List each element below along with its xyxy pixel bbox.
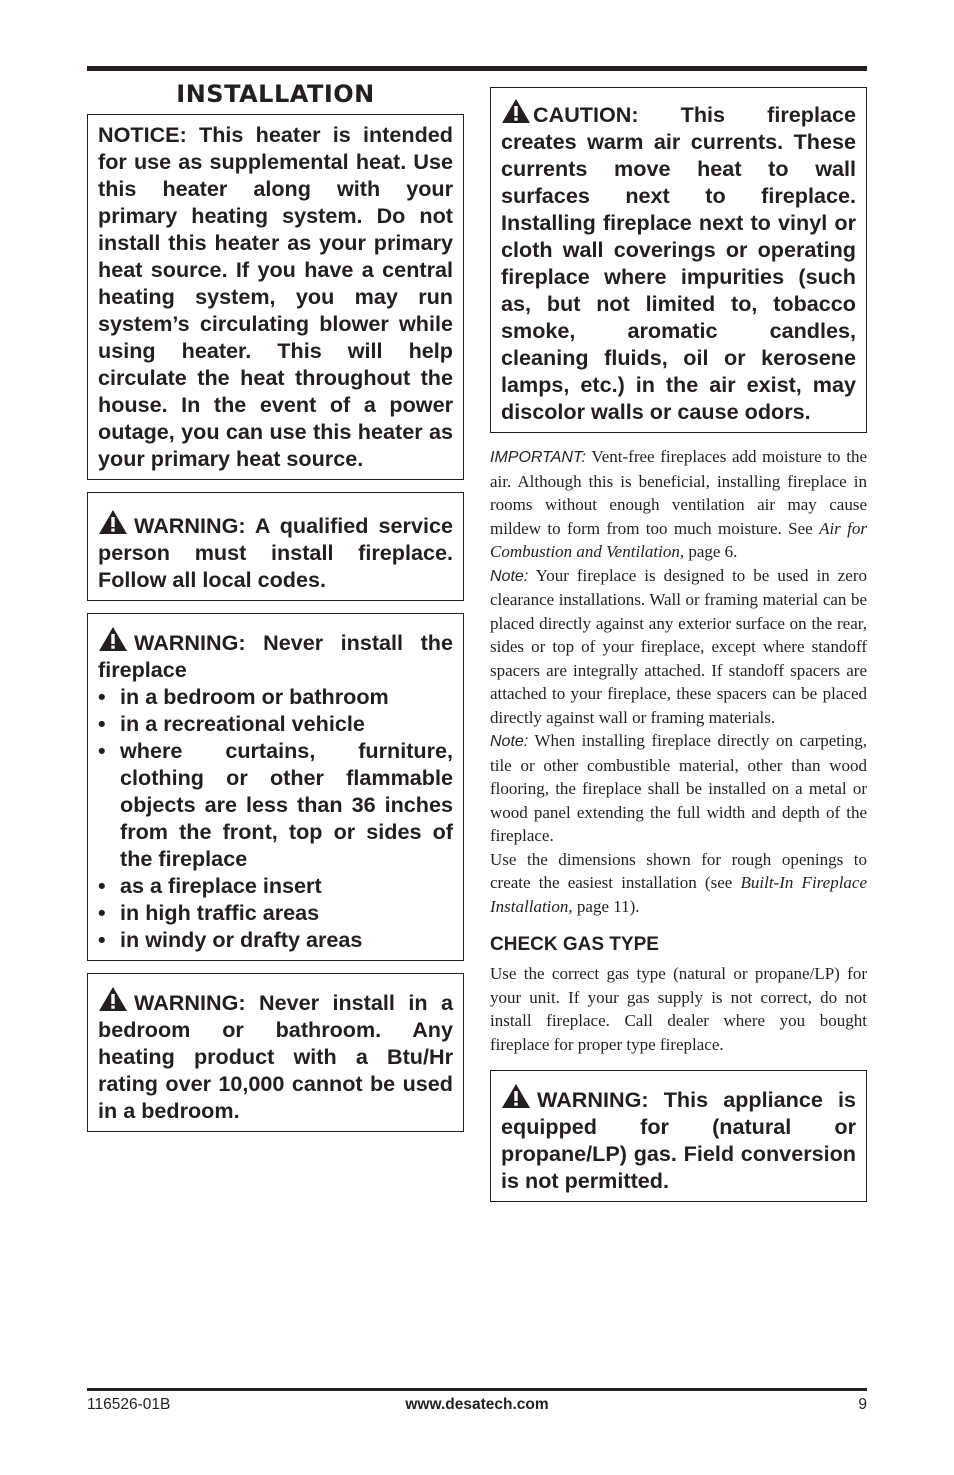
- important-paragraph: IMPORTANT: Vent-free fireplaces add moisture to the air. Although this is beneficial, installing fireplace in rooms without enough ventilation air may cause mildew to form from too much moisture. See Air for Combustion and Ventilation, page 6.: [490, 447, 867, 561]
- footer-website: www.desatech.com: [405, 1396, 549, 1413]
- warning-triangle-icon: [501, 98, 531, 124]
- check-gas-heading: CHECK GAS TYPE: [490, 934, 659, 955]
- note-carpeting: Note: When installing fireplace directly on carpeting, tile or other combustible material, other than wood flooring, the fireplace shall be installed on a metal or wood panel extending the full width and depth of the fireplace.: [490, 731, 867, 845]
- section-title: INSTALLATION: [176, 80, 375, 108]
- left-column: [87, 78, 464, 1144]
- notice-box: [87, 114, 464, 480]
- check-gas-paragraph: Use the correct gas type (natural or propane/LP) for your unit. If your gas supply is not correct, do not install fireplace. Call dealer where you bought fireplace for proper type fireplace.: [490, 964, 867, 1054]
- list-item: • in a bedroom or bathroom: [98, 684, 389, 709]
- note-zero-clearance: Note: Your fireplace is designed to be used in zero clearance installations. Wall or framing material can be placed directly against any exterior surface on the rear, sides or top of your fireplace, except where standoff spacers are integrally attached. If standoff spacers are attached to your fireplace, these spacers can be placed directly against wall or framing materials.: [490, 565, 867, 727]
- notice-text: NOTICE: This heater is intended for use as supplemental heat. Use this heater along with your primary heating system. Do not install this heater as your primary heat source. If you have a central heating system, you may run system’s circulating blower while using heater. This will help circulate the heat throughout the house. In the event of a power outage, you can use this heater as your primary heat source.: [98, 122, 453, 471]
- footer-part-number: 116526-01B: [87, 1396, 171, 1413]
- top-rule: [87, 66, 867, 71]
- warning-triangle-icon: [98, 509, 128, 535]
- caution-box: [490, 87, 867, 433]
- caution-text: CAUTION: This fireplace creates warm air currents. These currents move heat to wall surfaces next to fireplace. Installing fireplace next to vinyl or cloth wall coverings or operating fireplace where impurities (such as, but not limited to, tobacco smoke, aromatic candles, cleaning fluids, oil or kerosene lamps, etc.) in the air exist, may discolor walls or cause odors.: [501, 102, 856, 424]
- warning-triangle-icon: [98, 626, 128, 652]
- list-item: • where curtains, furniture, clothing or other flammable objects are less than 36 inches from the front, top or sides of the fireplace: [98, 738, 453, 871]
- right-column: [490, 87, 867, 1214]
- list-item: • in a recreational vehicle: [98, 711, 365, 736]
- list-item: • as a fireplace insert: [98, 873, 322, 898]
- warning-triangle-icon: [501, 1083, 531, 1109]
- bottom-rule: [87, 1388, 867, 1391]
- warning-triangle-icon: [98, 986, 128, 1012]
- warning-never-install-intro: WARNING: Never install the fireplace: [98, 630, 453, 682]
- warning-bedroom-box: [87, 973, 464, 1132]
- list-item: • in high traffic areas: [98, 900, 320, 925]
- warning-gas-box: [490, 1070, 867, 1202]
- warning-never-install-box: [87, 613, 464, 961]
- warning-bedroom-text: WARNING: Never install in a bedroom or bathroom. Any heating product with a Btu/Hr rating over 10,000 cannot be used in a bedroom.: [98, 990, 453, 1123]
- warning-qualified-box: [87, 492, 464, 601]
- warning-qualified-text: WARNING: A qualified service person must install fireplace. Follow all local codes.: [98, 513, 453, 592]
- footer-page-number: 9: [858, 1396, 867, 1413]
- list-item: • in windy or drafty areas: [98, 927, 363, 952]
- warning-gas-text: WARNING: This appliance is equipped for (natural or propane/LP) gas. Field conversion is not permitted.: [501, 1087, 856, 1193]
- dimensions-paragraph: Use the dimensions shown for rough openings to create the easiest installation (see Built-In Fireplace Installation, page 11).: [490, 849, 868, 916]
